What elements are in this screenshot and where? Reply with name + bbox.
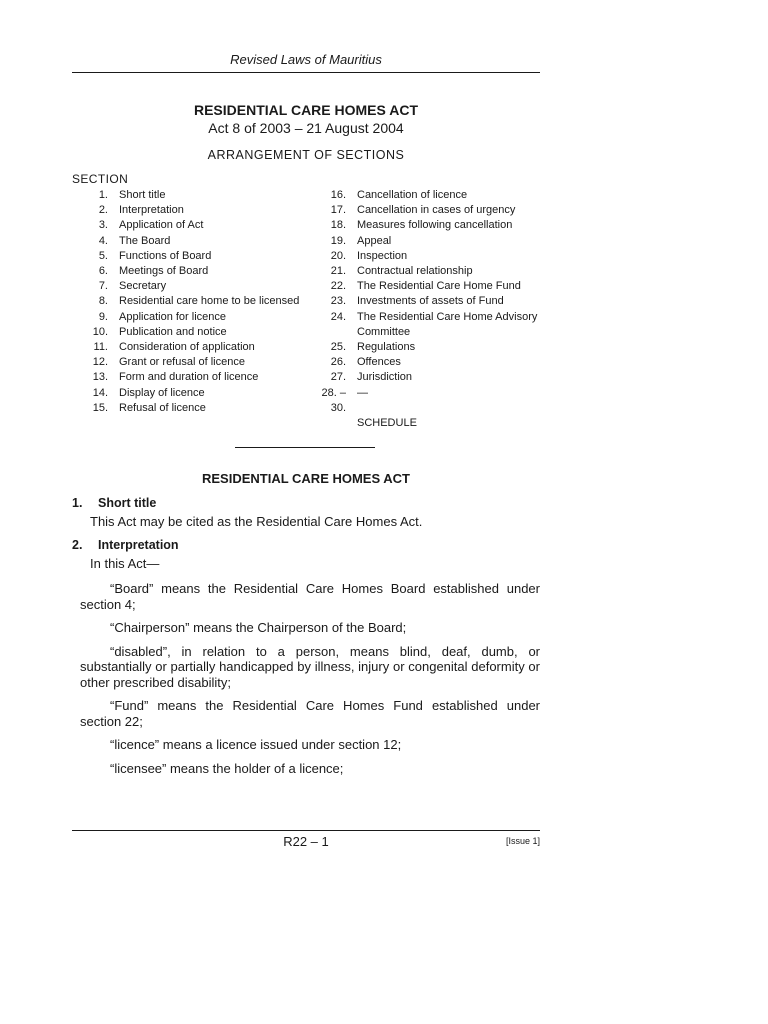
toc-entry-title: Offences — [357, 356, 401, 369]
toc-entry-title: Appeal — [357, 234, 392, 247]
toc-entry-number: 26. — [330, 356, 346, 369]
toc-entry — [310, 355, 542, 370]
toc-entry-title: Investments of assets of Fund — [357, 295, 504, 308]
toc-entry-number: 18. — [330, 219, 346, 232]
toc-entry-number: 19. — [330, 234, 346, 247]
toc-entry-title: Regulations — [357, 341, 416, 354]
toc-entry-number: 17. — [330, 204, 346, 217]
toc-entry — [310, 249, 542, 264]
section-2-intro: In this Act— — [90, 555, 160, 571]
toc-entry-title: Display of licence — [119, 386, 205, 399]
toc-entry-number: 1. — [98, 189, 108, 201]
arrangement-heading: ARRANGEMENT OF SECTIONS — [207, 148, 405, 162]
toc-entry-title: Refusal of licence — [119, 401, 206, 414]
toc-entry-title: The Board — [119, 234, 171, 247]
toc-entry-title: Form and duration of licence — [119, 371, 259, 384]
section-2-number: 2. — [72, 537, 83, 552]
toc-entry — [310, 416, 542, 431]
toc-entry-number: 27. — [330, 371, 346, 384]
toc-entry-number: 2. — [98, 204, 108, 217]
toc-entry-number: 5. — [98, 249, 108, 262]
section-1-heading — [72, 496, 540, 510]
toc-entry — [72, 355, 308, 370]
toc-entry-title: The Residential Care Home Fund — [357, 280, 521, 293]
toc-entry-title: Secretary — [119, 280, 167, 293]
definition: “licence” means a licence issued under section 12; — [110, 737, 402, 752]
toc-entry — [72, 279, 308, 294]
definition: “Board” means the Residential Care Homes Board established under section 4; — [80, 581, 540, 612]
section-divider — [235, 447, 375, 448]
toc-entry-title: Inspection — [357, 249, 408, 262]
toc-entry — [72, 370, 308, 385]
page-folio: R22 – 1 — [283, 834, 329, 849]
toc-entry — [72, 325, 308, 340]
definition: “disabled”, in relation to a person, means blind, deaf, dumb, or substantially or partially handicapped by illness, injury or congenital deformity or other prescribed disability; — [80, 643, 540, 690]
toc-entry-number: 9. — [98, 310, 108, 323]
toc-entry-number: 13. — [92, 371, 108, 384]
toc-entry-number: 14. — [92, 386, 108, 399]
toc-entry — [72, 249, 308, 264]
body-text — [72, 496, 540, 784]
toc-entry — [310, 234, 542, 249]
body-heading: RESIDENTIAL CARE HOMES ACT — [201, 471, 410, 486]
toc-entry — [310, 264, 542, 279]
toc-entry — [72, 218, 308, 233]
toc-entry — [310, 294, 542, 309]
toc-entry — [72, 401, 308, 416]
toc-entry-title: Jurisdiction — [357, 371, 413, 384]
definition: “licensee” means the holder of a licence; — [110, 760, 344, 776]
toc-entry-number: 4. — [98, 234, 108, 247]
header-rule — [72, 72, 540, 73]
footer-rule — [72, 830, 540, 831]
toc-entry-title: Application of Act — [119, 219, 204, 232]
toc-entry-number: 28. – 30. — [321, 386, 346, 414]
definition: “Fund” means the Residential Care Homes Fund established under section 22; — [80, 698, 540, 729]
definition: “Chairperson” means the Chairperson of the Board; — [110, 620, 407, 635]
toc-entry-title: Residential care home to be licensed — [119, 295, 300, 308]
toc-entry-title: Application for licence — [119, 310, 227, 323]
toc-entry-number: 22. — [330, 280, 346, 293]
running-head: Revised Laws of Mauritius — [230, 52, 382, 67]
toc-entry-title: Cancellation of licence — [357, 189, 468, 201]
toc-entry — [72, 203, 308, 218]
toc-entry-number: 11. — [93, 341, 108, 354]
toc-entry — [310, 279, 542, 294]
toc-entry — [72, 234, 308, 249]
toc-entry-title: Meetings of Board — [119, 265, 209, 278]
section-2-title: Interpretation — [98, 537, 179, 552]
toc-entry-title: Consideration of application — [119, 341, 255, 354]
toc-entry-number: 23. — [330, 295, 346, 308]
section-1-title: Short title — [98, 496, 157, 510]
toc-left-column — [72, 188, 308, 416]
toc-entry — [72, 294, 308, 309]
toc-entry — [310, 203, 542, 218]
toc-entry-number: 16. — [330, 189, 346, 201]
toc-entry-title: Interpretation — [119, 204, 184, 217]
toc-entry — [310, 310, 542, 340]
toc-entry-title: Functions of Board — [119, 249, 212, 262]
toc-entry — [72, 340, 308, 355]
toc-entry — [310, 218, 542, 233]
toc-right-column — [310, 188, 542, 431]
toc-entry-number: 24. — [330, 310, 346, 323]
toc-entry-number: 8. — [98, 295, 108, 308]
toc-entry-number: 12. — [92, 356, 108, 369]
toc-entry-number: 10. — [92, 325, 108, 338]
toc-entry — [310, 370, 542, 385]
toc-entry-number: 6. — [98, 265, 108, 278]
section-1-text: This Act may be cited as the Residential Care Homes Act. — [90, 514, 423, 529]
toc-entry-number: 20. — [330, 249, 346, 262]
toc-entry-title: The Residential Care Home Advisory Committee — [357, 310, 538, 338]
toc-entry — [72, 310, 308, 325]
toc-entry — [310, 188, 542, 203]
toc-entry-number: 3. — [98, 219, 108, 232]
toc-entry-number — [310, 416, 347, 431]
toc-entry-title: Grant or refusal of licence — [119, 356, 245, 369]
issue-label: [Issue 1] — [505, 836, 540, 846]
toc-entry — [72, 386, 308, 401]
toc-entry — [72, 188, 308, 203]
toc-entry-title: Cancellation in cases of urgency — [357, 204, 516, 217]
act-title: RESIDENTIAL CARE HOMES ACT — [193, 102, 418, 118]
toc-entry-number: 25. — [330, 341, 346, 354]
toc-entry-number: 7. — [98, 280, 108, 293]
toc-entry — [310, 386, 542, 416]
toc-entry-title: — — [357, 386, 368, 399]
section-1-number: 1. — [72, 496, 83, 510]
toc-entry — [72, 264, 308, 279]
act-subtitle: Act 8 of 2003 – 21 August 2004 — [208, 120, 404, 136]
toc-entry-title: Publication and notice — [119, 325, 227, 338]
toc-entry-number: 15. — [92, 401, 108, 414]
toc-entry-title: Contractual relationship — [357, 265, 473, 278]
toc-entry — [310, 340, 542, 355]
toc-entry-title: Measures following cancellation — [357, 219, 513, 232]
toc-entry-title: Short title — [119, 189, 166, 201]
section-2-heading — [72, 538, 540, 552]
toc-entry-title: SCHEDULE — [357, 417, 417, 430]
section-label: SECTION — [72, 172, 129, 186]
toc-entry-number: 21. — [330, 265, 346, 278]
